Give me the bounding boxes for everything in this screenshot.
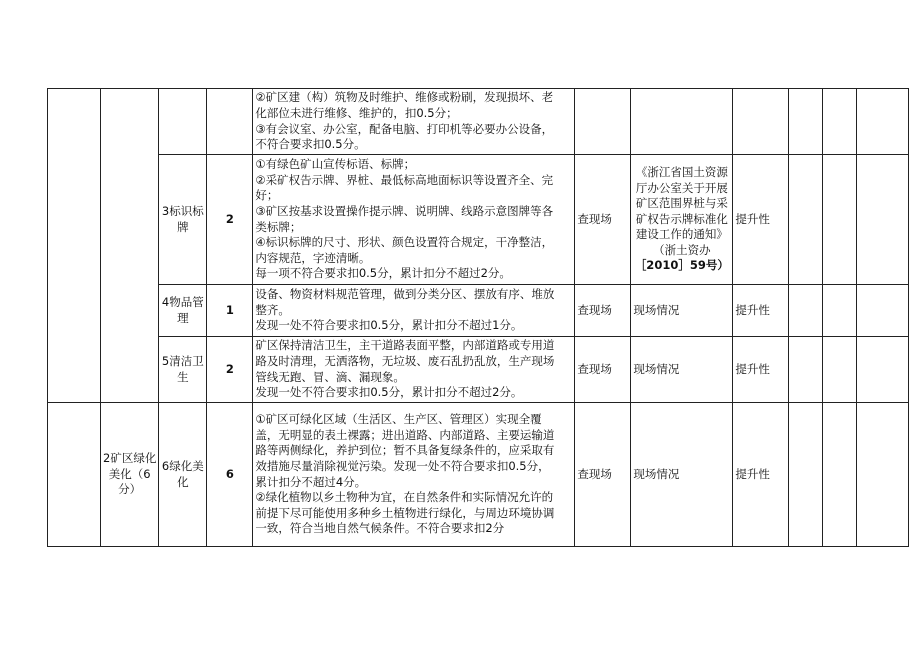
table-row <box>48 155 909 285</box>
requirement-line: 内容规范，字迹清晰。 <box>255 250 371 265</box>
score-cell <box>207 89 253 155</box>
basis-line: 矿权告示牌标准化 <box>635 211 728 226</box>
table-cell <box>823 403 857 547</box>
basis-cell <box>631 285 733 337</box>
basis-line: （浙土资办 <box>653 242 711 257</box>
category-line: 分） <box>118 482 142 497</box>
table-cell <box>789 337 823 403</box>
table-cell <box>823 89 857 155</box>
requirement-line: 路等两侧绿化，养护到位；暂不具备复绿条件的，应采取有 <box>255 443 555 458</box>
table-row <box>48 89 909 155</box>
item-cell: 4物品管理 <box>159 285 207 337</box>
requirement-line: ④标识标牌的尺寸、形状、颜色设置符合规定，干净整洁， <box>255 235 554 250</box>
table-cell <box>857 285 909 337</box>
table-cell <box>857 403 909 547</box>
category-line: 2矿区绿化 <box>103 451 157 466</box>
score-cell: 2 <box>207 155 253 285</box>
requirement-line: ①矿区可绿化区域（生活区、生产区、管理区）实现全覆 <box>255 412 542 427</box>
basis-line: 现场情况 <box>633 466 680 481</box>
item-cell: 6绿化美化 <box>159 403 207 547</box>
requirement-line: 累计扣分不超过4分。 <box>255 474 367 489</box>
requirement-line: ①有绿色矿山宣传标语、标牌； <box>255 157 416 172</box>
table-cell <box>48 403 101 547</box>
table-row <box>48 337 909 403</box>
nature-cell: 提升性 <box>733 403 789 547</box>
requirements-cell <box>253 285 575 337</box>
method-cell: 查现场 <box>575 403 631 547</box>
table-cell <box>823 155 857 285</box>
score-cell: 1 <box>207 285 253 337</box>
basis-cell <box>631 155 733 285</box>
basis-cell <box>631 337 733 403</box>
basis-cell <box>631 403 733 547</box>
table-cell <box>789 155 823 285</box>
basis-line: 《浙江省国土资源 <box>635 164 728 179</box>
item-cell <box>159 89 207 155</box>
score-cell: 6 <box>207 403 253 547</box>
nature-cell: 提升性 <box>733 337 789 403</box>
requirements-cell <box>253 337 575 403</box>
table-cell <box>857 89 909 155</box>
requirement-line: 前提下尽可能使用多种乡土植物进行绿化，与周边环境协调 <box>255 505 555 520</box>
table-cell <box>48 89 101 403</box>
table-cell <box>857 155 909 285</box>
nature-cell: 提升性 <box>733 285 789 337</box>
basis-line: 现场情况 <box>633 302 680 317</box>
method-cell: 查现场 <box>575 285 631 337</box>
nature-cell: 提升性 <box>733 155 789 285</box>
requirement-line: 设备、物资材料规范管理，做到分类分区、摆放有序、堆放 <box>255 287 555 302</box>
requirement-line: ②绿化植物以乡土物种为宜，在自然条件和实际情况允许的 <box>255 490 554 505</box>
requirement-line: ③有会议室、办公室，配备电脑、打印机等必要办公设备， <box>255 121 554 136</box>
requirement-line: 不符合要求扣0.5分。 <box>255 137 366 152</box>
table-cell <box>823 285 857 337</box>
method-cell: 查现场 <box>575 337 631 403</box>
requirement-line: 每一项不符合要求扣0.5分，累计扣分不超过2分。 <box>255 266 511 281</box>
method-cell: 查现场 <box>575 155 631 285</box>
basis-line: 矿区范围界桩与采 <box>635 196 728 211</box>
basis-line: 厅办公室关于开展 <box>635 180 728 195</box>
requirement-line: 效措施尽量消除视觉污染。发现一处不符合要求扣0.5分， <box>255 458 550 473</box>
category-line: 美化（6 <box>108 466 151 481</box>
table-row <box>48 403 909 547</box>
score-cell: 2 <box>207 337 253 403</box>
requirement-line: 好； <box>255 188 279 203</box>
requirements-cell <box>253 403 575 547</box>
item-cell: 5清洁卫生 <box>159 337 207 403</box>
method-cell <box>575 89 631 155</box>
category-cell <box>101 403 159 547</box>
requirement-line: ②矿区建（构）筑物及时维护、维修或粉刷，发现损坏、老 <box>255 90 554 105</box>
table-cell <box>857 337 909 403</box>
table-cell <box>789 285 823 337</box>
requirement-line: 类标牌； <box>255 219 302 234</box>
requirement-line: 路及时清理，无洒落物，无垃圾、废石乱扔乱放，生产现场 <box>255 353 555 368</box>
table-cell <box>789 89 823 155</box>
basis-cell <box>631 89 733 155</box>
item-cell: 3标识标牌 <box>159 155 207 285</box>
table-row <box>48 285 909 337</box>
table-cell <box>789 403 823 547</box>
requirement-line: 化部位未进行维修、维护的，扣0.5分； <box>255 105 458 120</box>
requirement-line: 发现一处不符合要求扣0.5分，累计扣分不超过2分。 <box>255 385 523 400</box>
table-cell <box>823 337 857 403</box>
requirement-line: 一致，符合当地自然气候条件。不符合要求扣2分 <box>255 521 505 536</box>
basis-line: 建设工作的通知》 <box>635 227 728 242</box>
requirement-line: 发现一处不符合要求扣0.5分，累计扣分不超过1分。 <box>255 318 523 333</box>
basis-line: 现场情况 <box>633 361 680 376</box>
requirement-line: 盖，无明显的表土裸露；进出道路、内部道路、主要运输道 <box>255 427 555 442</box>
basis-line: ［2010］59号） <box>634 258 729 273</box>
requirement-line: 管线无跑、冒、滴、漏现象。 <box>255 369 405 384</box>
table-cell <box>101 89 159 403</box>
requirements-cell <box>253 89 575 155</box>
requirement-line: ③矿区按基求设置操作提示牌、说明牌、线路示意图牌等各 <box>255 203 554 218</box>
requirements-cell <box>253 155 575 285</box>
requirement-line: 整齐。 <box>255 302 290 317</box>
requirement-line: ②采矿权告示牌、界桩、最低标高地面标识等设置齐全、完 <box>255 172 554 187</box>
evaluation-table <box>47 88 909 547</box>
nature-cell <box>733 89 789 155</box>
requirement-line: 矿区保持清洁卫生，主干道路表面平整，内部道路或专用道 <box>255 338 555 353</box>
